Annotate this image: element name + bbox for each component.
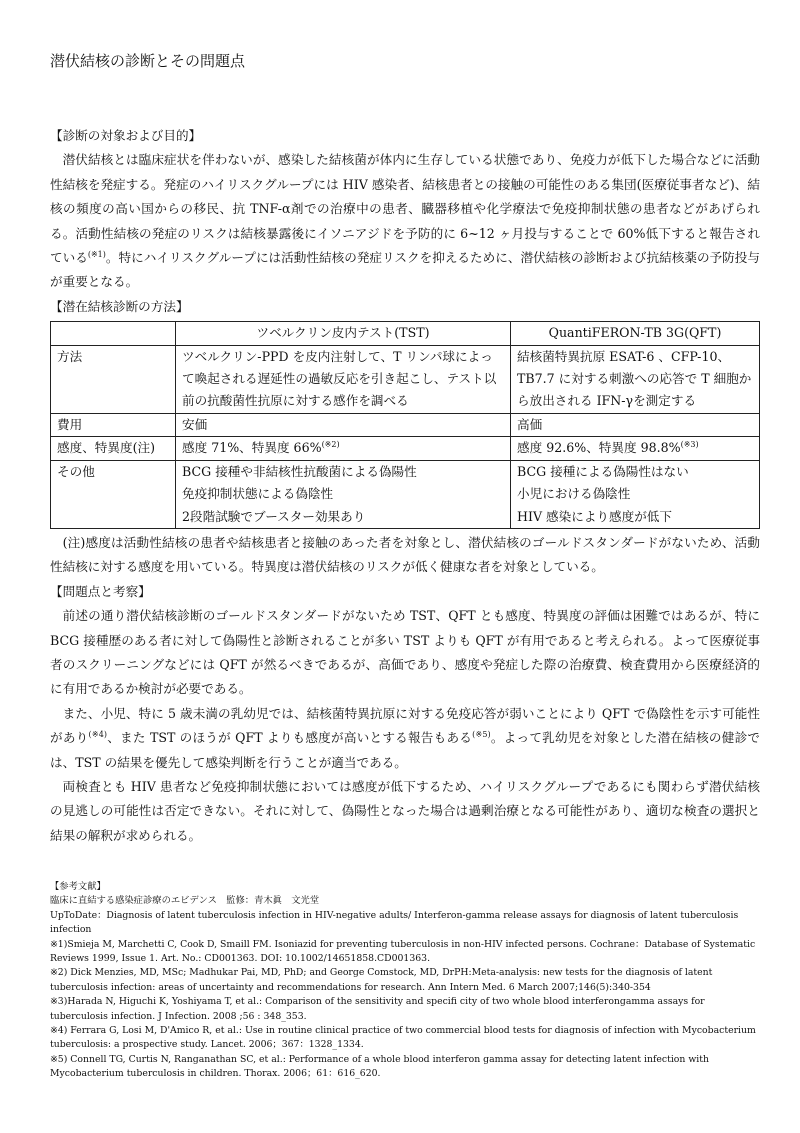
other-tst-line: BCG 接種や非結核性抗酸菌による偽陽性 bbox=[182, 463, 417, 479]
reference-item: ※1)Smieja M, Marchetti C, Cook D, Smaill FM. Isoniazid for preventing tuberculosis in non-HIV infected persons. Cochrane：Database of Systematic Reviews 1999, Issue 1. Art. No.: CD001363. DOI: 10.1002/14651858.CD001363. bbox=[50, 938, 756, 965]
purpose-paragraph bbox=[50, 148, 760, 294]
cell-cost-tst: 安価 bbox=[176, 413, 511, 436]
row-label-cost: 費用 bbox=[51, 413, 176, 436]
other-qft-line: 小児における偽陰性 bbox=[517, 486, 631, 502]
reference-item: ※4) Ferrara G, Losi M, D'Amico R, et al.: Use in routine clinical practice of two commercial blood tests for diagnosis of infection with Mycobacterium tuberculosis: a prospective study. Lancet. 2006；367：1328_1334. bbox=[50, 1025, 756, 1051]
section-heading-purpose: 【診断の対象および目的】 bbox=[50, 128, 202, 143]
section-heading-methods: 【潜在結核診断の方法】 bbox=[50, 298, 189, 314]
cell-sensitivity-tst bbox=[176, 437, 511, 460]
reference-item: ※2) Dick Menzies, MD, MSc; Madhukar Pai, MD, PhD; and George Comstock, MD, DrPH:Meta-analysis: new tests for the diagnosis of latent tuberculosis infection: areas of uncertainty and recommendations for research. Ann Intern Med. 6 March 2007;146(5):340-354 bbox=[50, 967, 713, 993]
row-label-other: その他 bbox=[51, 460, 176, 528]
table-header-row bbox=[51, 322, 760, 345]
cell-other-tst bbox=[176, 460, 511, 528]
table-row-method bbox=[51, 345, 760, 413]
row-label-method: 方法 bbox=[51, 345, 176, 413]
footnote-ref-3: (※3) bbox=[680, 440, 699, 450]
reference-item: ※3)Harada N, Higuchi K, Yoshiyama T, et al.: Comparison of the sensitivity and specifi city of two whole blood interferongamma assays for tuberculosis infection. J Infection. 2008 ;56 : 348_353. bbox=[50, 996, 705, 1022]
references bbox=[50, 880, 762, 1082]
footnote-ref-1: (※1) bbox=[87, 250, 106, 260]
sensitivity-tst-text: 感度 71%、特異度 66% bbox=[182, 440, 322, 456]
cell-sensitivity-qft bbox=[511, 437, 760, 460]
comparison-table bbox=[50, 321, 760, 529]
discussion-2-text-b: 、また TST のほうが QFT よりも感度が高いとする報告もある bbox=[107, 730, 473, 746]
purpose-text-b: 。特にハイリスクグループには活動性結核の発症リスクを抑えるために、潜伏結核の診断および抗結核薬の予防投与が重要となる。 bbox=[50, 250, 760, 290]
references-heading: 【参考文献】 bbox=[50, 881, 106, 892]
table-row-cost bbox=[51, 413, 760, 436]
table-row-sensitivity bbox=[51, 437, 760, 460]
table-note: (注)感度は活動性結核の患者や結核患者と接触のあった者を対象とし、潜伏結核のゴールドスタンダードがないため、活動性結核に対する感度を用いている。特異度は潜伏結核のリスクが低く健康な者を対象としている。 bbox=[50, 534, 760, 575]
header-cell-empty bbox=[51, 322, 176, 345]
table-row-other bbox=[51, 460, 760, 528]
discussion-paragraph-3: 両検査とも HIV 患者など免疫抑制状態においては感度が低下するため、ハイリスクグループであるにも関わらず潜伏結核の見逃しの可能性は否定できない。それに対して、偽陽性となった場合は過剰治療となる可能性があり、適切な検査の選択と結果の解釈が求められる。 bbox=[50, 778, 760, 843]
reference-item: UpToDate：Diagnosis of latent tuberculosis infection in HIV-negative adults/ Interferon-gamma release assays for diagnosis of latent tuberculosis infection bbox=[50, 909, 739, 936]
cell-cost-qft: 高価 bbox=[511, 413, 760, 436]
other-qft-line: HIV 感染により感度が低下 bbox=[517, 508, 672, 524]
other-tst-line: 2段階試験でブースター効果あり bbox=[182, 508, 366, 524]
discussion-2-text-c: 。よって乳幼児を対象とした潜在結核の健診では、TST の結果を優先して感染判断を行うことが適当である。 bbox=[50, 730, 761, 770]
footnote-ref-5: (※5) bbox=[472, 730, 491, 740]
row-label-sensitivity: 感度、特異度(注) bbox=[51, 437, 176, 460]
other-tst-line: 免疫抑制状態による偽陰性 bbox=[182, 486, 334, 502]
cell-method-qft: 結核菌特異抗原 ESAT-6 、CFP-10、TB7.7 に対する刺激への応答で T 細胞から放出される IFN-γを測定する bbox=[511, 345, 760, 413]
cell-other-qft bbox=[511, 460, 760, 528]
cell-method-tst: ツベルクリン-PPD を皮内注射して、T リンパ球によって喚起される遅延性の過敏反応を引き起こし、テスト以前の抗酸菌性抗原に対する感作を調べる bbox=[176, 345, 511, 413]
sensitivity-qft-text: 感度 92.6%、特異度 98.8% bbox=[517, 440, 681, 456]
page-title: 潜伏結核の診断とその問題点 bbox=[50, 52, 246, 70]
footnote-ref-4: (※4) bbox=[88, 730, 107, 740]
footnote-ref-2: (※2) bbox=[321, 440, 340, 450]
discussion-2-text-a: また、小児、特に 5 歳未満の乳幼児では、結核菌特異抗原に対する免疫応答が弱いことにより QFT で偽陰性を示す可能性があり bbox=[50, 705, 760, 746]
section-heading-discussion: 【問題点と考察】 bbox=[50, 583, 151, 599]
header-cell-tst: ツベルクリン皮内テスト(TST) bbox=[176, 322, 511, 345]
discussion-paragraph-2 bbox=[50, 702, 760, 775]
purpose-text-a: 潜伏結核とは臨床症状を伴わないが、感染した結核菌が体内に生存している状態であり、免疫力が低下した場合などに活動性結核を発症する。発症のハイリスクグループには HIV 感染者、結核患者との接触の可能性のある集団(医療従事者など)、結核の頻度の高い国からの移民、抗 TNF-α剤での治療中の患者、臓器移植や化学療法で免疫抑制状態の患者などがあげられる。活動性結核の発症のリスクは結核暴露後にイソニアジドを予防的に 6~12 ヶ月投与することで 60%低下すると報告されている bbox=[50, 152, 760, 266]
other-qft-line: BCG 接種による偽陽性はない bbox=[517, 463, 689, 479]
reference-item: ※5) Connell TG, Curtis N, Ranganathan SC, et al.: Performance of a whole blood interferon gamma assay for detecting latent infection with Mycobacterium tuberculosis in children. Thorax. 2006；61：616_620. bbox=[50, 1053, 709, 1080]
reference-item: 臨床に直結する感染症診療のエビデンス 監修：青木眞 文光堂 bbox=[50, 895, 320, 907]
discussion-paragraph-1: 前述の通り潜伏結核診断のゴールドスタンダードがないため TST、QFT とも感度、特異度の評価は困難ではあるが、特に BCG 接種歴のある者に対して偽陽性と診断されることが多い TST よりも QFT が有用であると考えられる。よって医療従事者のスクリーニングなどには QFT が然るべきであるが、高価であり、感度や発症した際の治療費、検査費用から医療経済的に有用であるか検討が必要である。 bbox=[50, 608, 760, 697]
header-cell-qft: QuantiFERON-TB 3G(QFT) bbox=[511, 322, 760, 345]
document-body bbox=[50, 124, 760, 848]
